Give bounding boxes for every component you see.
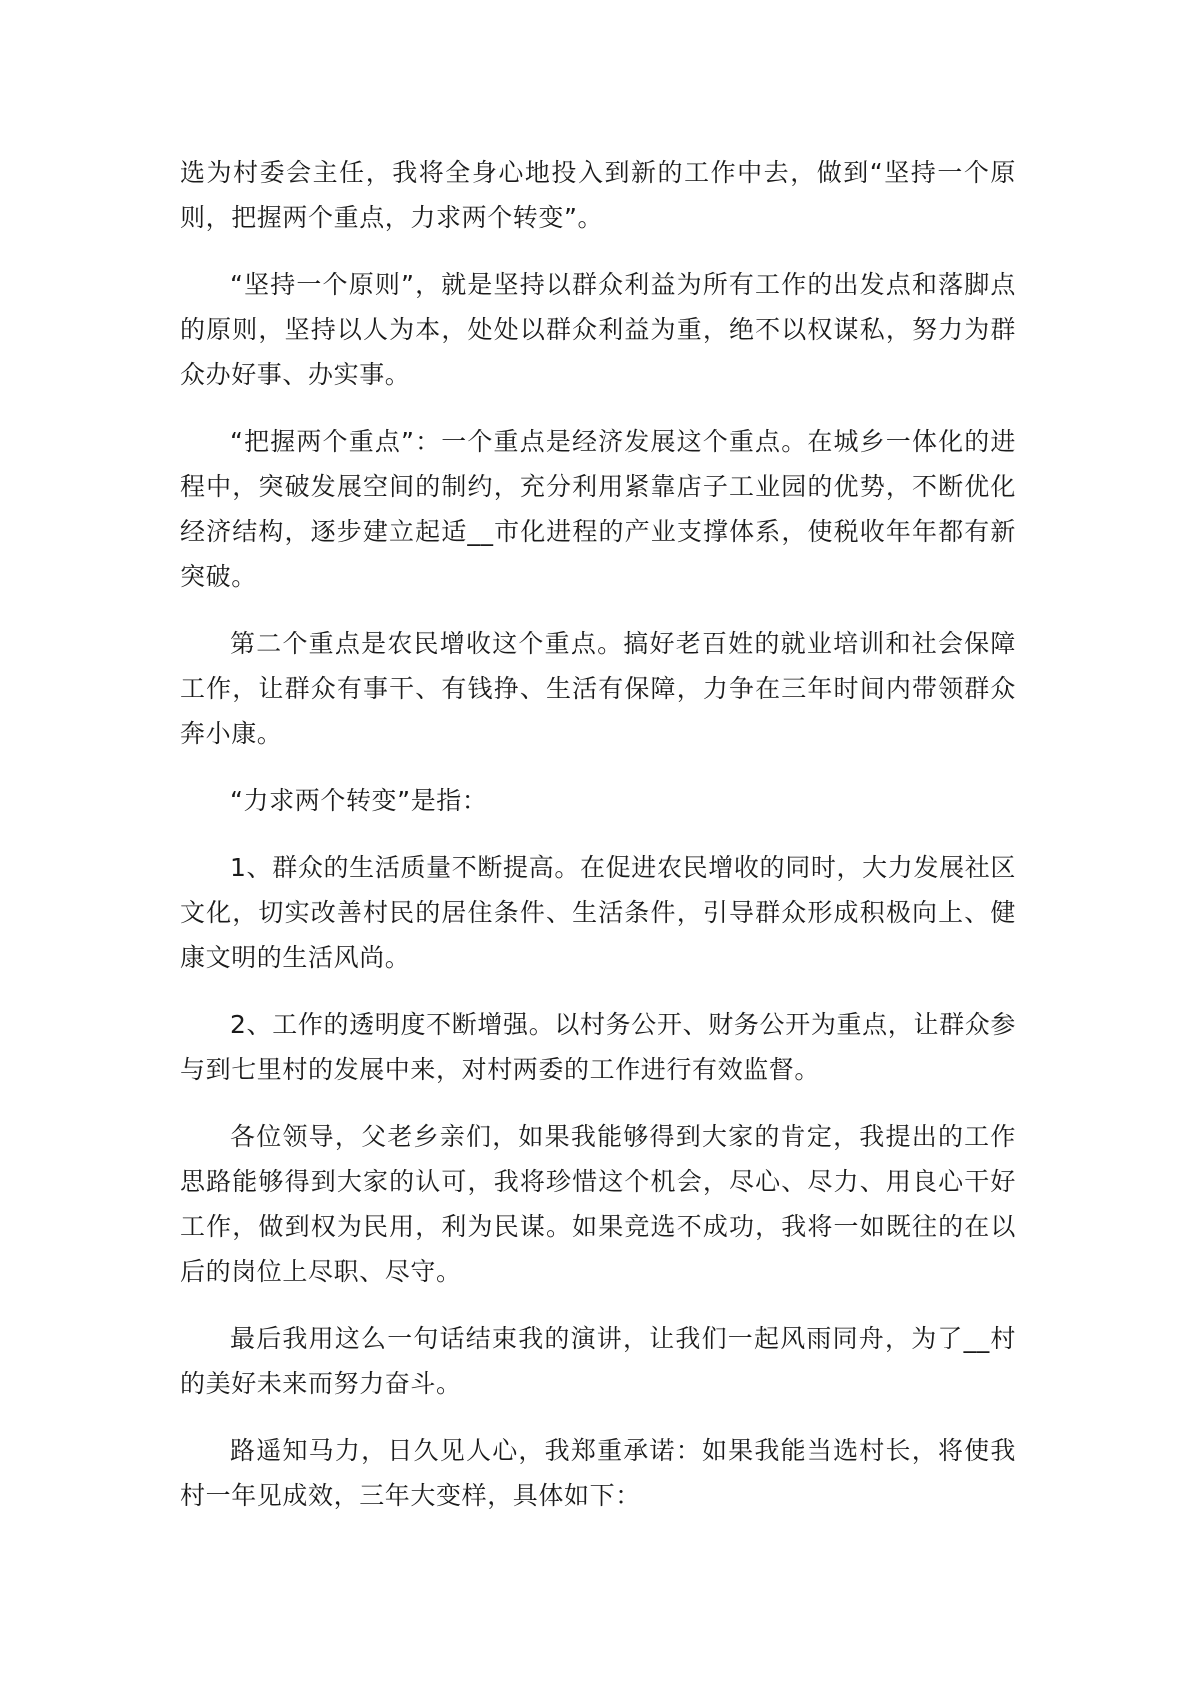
paragraph-key-point-one: “把握两个重点”：一个重点是经济发展这个重点。在城乡一体化的进程中，突破发展空间的制约，充分利用紧靠店子工业园的优势，不断优化经济结构，逐步建立起适__市化进程的产业支撑体系，使税收年年都有新突破。 bbox=[180, 427, 1016, 591]
paragraph-key-point-two: 第二个重点是农民增收这个重点。搞好老百姓的就业培训和社会保障工作，让群众有事干、有钱挣、生活有保障，力争在三年时间内带领群众奔小康。 bbox=[180, 629, 1016, 748]
paragraph-address-leaders: 各位领导，父老乡亲们，如果我能够得到大家的肯定，我提出的工作思路能够得到大家的认可，我将珍惜这个机会，尽心、尽力、用良心干好工作，做到权为民用，利为民谋。如果竞选不成功，我将一如既往的在以后的岗位上尽职、尽守。 bbox=[180, 1122, 1016, 1286]
paragraph-change-one: 1、群众的生活质量不断提高。在促进农民增收的同时，大力发展社区文化，切实改善村民的居住条件、生活条件，引导群众形成积极向上、健康文明的生活风尚。 bbox=[180, 853, 1016, 972]
paragraph-change-two: 2、工作的透明度不断增强。以村务公开、财务公开为重点，让群众参与到七里村的发展中来，对村两委的工作进行有效监督。 bbox=[180, 1010, 1016, 1084]
paragraph-principle: “坚持一个原则”，就是坚持以群众利益为所有工作的出发点和落脚点的原则，坚持以人为本，处处以群众利益为重，绝不以权谋私，努力为群众办好事、办实事。 bbox=[180, 270, 1016, 389]
document-body bbox=[180, 150, 1016, 1540]
paragraph-two-changes-intro: “力求两个转变”是指： bbox=[230, 786, 488, 815]
paragraph-continuation: 选为村委会主任，我将全身心地投入到新的工作中去，做到“坚持一个原则，把握两个重点，力求两个转变”。 bbox=[180, 158, 1016, 232]
paragraph-promise: 路遥知马力，日久见人心，我郑重承诺：如果我能当选村长，将使我村一年见成效，三年大变样，具体如下： bbox=[180, 1436, 1016, 1510]
paragraph-closing: 最后我用这么一句话结束我的演讲，让我们一起风雨同舟，为了__村的美好未来而努力奋斗。 bbox=[180, 1324, 1016, 1398]
